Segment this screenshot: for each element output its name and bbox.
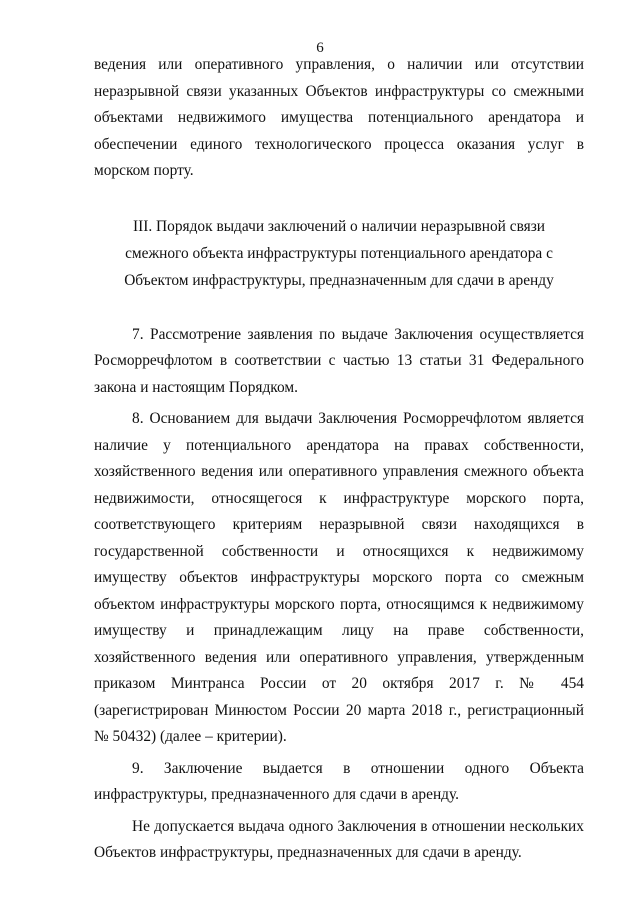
section-heading: III. Порядок выдачи заключений о наличии неразрывной связи смежного объекта инфраструктуры потенциального арендатора с Объектом инфраструктуры, предназначенным для сдачи в аренду xyxy=(124,217,554,289)
paragraph-9-continuation: Не допускается выдача одного Заключения в отношении нескольких Объектов инфраструктуры, предназначенных для сдачи в аренду. xyxy=(94,817,584,861)
paragraph-8: 8. Основанием для выдачи Заключения Росморречфлотом является наличие у потенциального арендатора на правах собственности, хозяйственного ведения или оперативного управления смежного объекта недвижимости, относящегося к инфраструктуре морского порта, соответствующего критериям неразрывной связи находящихся в государственной собственности и относящихся к недвижимому имуществу объектов инфраструктуры морского порта со смежным объектом инфраструктуры морского порта, относящимся к недвижимому имуществу и принадлежащим лицу на праве собственности, хозяйственного ведения или оперативного управления, утвержденным приказом Минтранса России от 20 октября 2017 г. № 454 (зарегистрирован Минюстом России 20 марта 2018 г., регистрационный № 50432) (далее – критерии). xyxy=(94,410,584,745)
document-body xyxy=(94,52,584,867)
paragraph-9: 9. Заключение выдается в отношении одного Объекта инфраструктуры, предназначенного для сдачи в аренду. xyxy=(94,759,584,803)
paragraph-continuation: ведения или оперативного управления, о наличии или отсутствии неразрывной связи указанных Объектов инфраструктуры со смежными объектами недвижимого имущества потенциального арендатора и обеспечении единого технологического процесса оказания услуг в морском порту. xyxy=(94,56,584,179)
paragraph-7: 7. Рассмотрение заявления по выдаче Заключения осуществляется Росморречфлотом в соответствии с частью 13 статьи 31 Федерального закона и настоящим Порядком. xyxy=(94,325,584,396)
page-number: 6 xyxy=(316,40,324,56)
